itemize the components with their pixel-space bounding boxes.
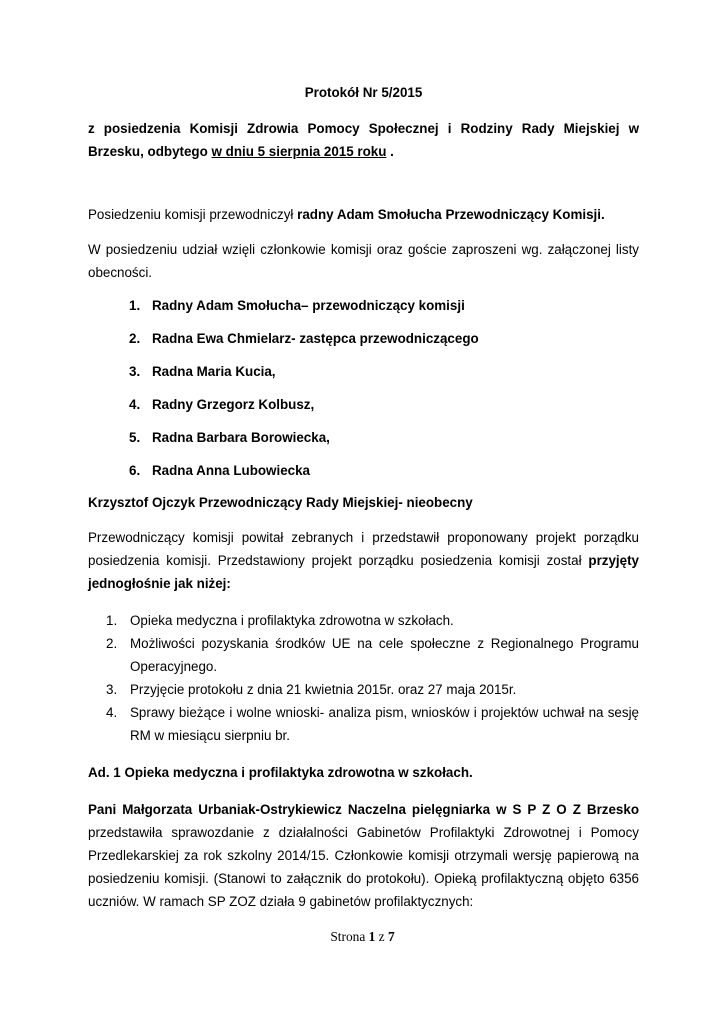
- chair-name: radny Adam Smołucha Przewodniczący Komisji.: [297, 207, 605, 222]
- list-item-text: Radna Maria Kucia,: [152, 364, 276, 379]
- list-item: [106, 701, 639, 747]
- list-item: [129, 329, 639, 362]
- list-item-number: 1.: [129, 298, 141, 313]
- section-heading-ad1: Ad. 1 Opieka medyczna i profilaktyka zdrowotna w szkołach.: [88, 765, 473, 780]
- list-item: [129, 296, 639, 329]
- list-item-number: 5.: [129, 430, 141, 445]
- agenda-intro: [88, 526, 639, 595]
- chair-intro: Posiedzeniu komisji przewodniczył: [88, 207, 298, 222]
- ad1-paragraph: [88, 798, 639, 913]
- list-item: [129, 428, 639, 461]
- footer-middle: z: [375, 929, 388, 944]
- footer-prefix: Strona: [330, 929, 369, 944]
- list-item-text: Opieka medyczna i profilaktyka zdrowotna w szkołach.: [130, 613, 454, 628]
- chair-paragraph: [88, 203, 639, 226]
- absent-note: Krzysztof Ojczyk Przewodniczący Rady Miejskiej- nieobecny: [88, 495, 473, 510]
- list-item-text: Sprawy bieżące i wolne wnioski- analiza pism, wniosków i projektów uchwał na sesję RM w miesiącu sierpniu br.: [130, 705, 639, 743]
- list-item-text: Radna Anna Lubowiecka: [152, 463, 310, 478]
- meeting-date: w dniu 5 sierpnia 2015 roku: [211, 144, 387, 159]
- list-item-number: 2.: [106, 636, 118, 651]
- document-subtitle: [88, 117, 639, 163]
- agenda-list: [88, 609, 639, 747]
- ad1-text: przedstawiła sprawozdanie z działalności Gabinetów Profilaktyki Zdrowotnej i Pomocy Przedlekarskiej za rok szkolny 2014/15. Członkowie komisji otrzymali wersję papierową na posiedzeniu komisji. (Stanowi to załącznik do protokołu). Opieką profilaktyczną objęto 6356 uczniów. W ramach SP ZOZ działa 9 gabinetów profilaktycznych:: [88, 825, 639, 909]
- ad1-speaker: Pani Małgorzata Urbaniak-Ostrykiewicz Naczelna pielęgniarka w S P Z O Z Brzesko: [88, 802, 639, 817]
- page-number: 1: [368, 929, 376, 944]
- list-item: [106, 632, 639, 678]
- subtitle-end: .: [386, 144, 394, 159]
- list-item-number: 3.: [106, 682, 118, 697]
- members-list: [88, 296, 639, 494]
- list-item-text: Radny Adam Smołucha– przewodniczący komisji: [152, 298, 465, 313]
- list-item-text: Radna Barbara Borowiecka,: [152, 430, 330, 445]
- list-item-number: 4.: [106, 705, 118, 720]
- document-body: [88, 83, 639, 913]
- list-item-text: Przyjęcie protokołu z dnia 21 kwietnia 2015r. oraz 27 maja 2015r.: [130, 682, 517, 697]
- document-title: Protokół Nr 5/2015: [304, 85, 423, 100]
- list-item-number: 6.: [129, 463, 141, 478]
- agenda-approved: przyjęty jednogłośnie jak niżej:: [88, 553, 639, 591]
- list-item: [129, 461, 639, 494]
- list-item: [106, 678, 639, 701]
- list-item: [106, 609, 639, 632]
- list-item: [129, 362, 639, 395]
- list-item-text: Możliwości pozyskania środków UE na cele społeczne z Regionalnego Programu Operacyjnego.: [130, 636, 639, 674]
- list-item-number: 3.: [129, 364, 141, 379]
- page-total: 7: [387, 929, 395, 944]
- list-item-number: 1.: [106, 613, 118, 628]
- list-item-number: 4.: [129, 397, 141, 412]
- page-footer: [0, 929, 725, 945]
- list-item: [129, 395, 639, 428]
- list-item-text: Radny Grzegorz Kolbusz,: [152, 397, 315, 412]
- subtitle-text: z posiedzenia Komisji Zdrowia Pomocy Społecznej i Rodziny Rady Miejskiej w Brzesku, odbytego: [88, 121, 639, 159]
- attendance-paragraph: W posiedzeniu udział wzięli członkowie komisji oraz goście zaproszeni wg. załączonej listy obecności.: [88, 242, 639, 280]
- list-item-number: 2.: [129, 331, 141, 346]
- list-item-text: Radna Ewa Chmielarz- zastępca przewodniczącego: [152, 331, 479, 346]
- agenda-intro-text: Przewodniczący komisji powitał zebranych i przedstawił proponowany projekt porządku posiedzenia komisji. Przedstawiony projekt porządku posiedzenia komisji został: [88, 530, 639, 568]
